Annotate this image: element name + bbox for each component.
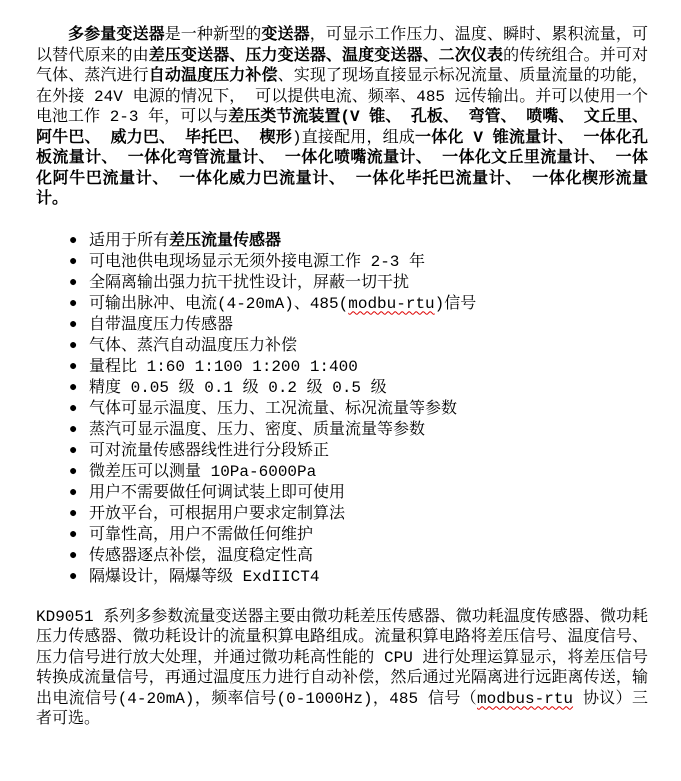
- outro-paragraph: [36, 607, 648, 730]
- feature-item: [69, 357, 648, 378]
- feature-text: 蒸汽可显示温度、压力、密度、质量流量等参数: [89, 420, 426, 439]
- feature-text: 适用于所有差压流量传感器: [89, 231, 282, 250]
- bullet-icon: ●: [69, 568, 78, 585]
- feature-item: [69, 567, 648, 588]
- feature-text: 开放平台，可根据用户要求定制算法: [89, 504, 346, 523]
- bullet-icon: ●: [69, 337, 78, 354]
- bullet-icon: ●: [69, 253, 78, 270]
- bullet-icon: ●: [69, 547, 78, 564]
- feature-item: [69, 504, 648, 525]
- text-run: 变送器: [261, 26, 310, 44]
- feature-item: [69, 462, 648, 483]
- feature-item: [69, 420, 648, 441]
- feature-text: 全隔离输出强力抗干扰性设计，屏蔽一切干扰: [89, 273, 410, 292]
- bullet-icon: ●: [69, 379, 78, 396]
- bullet-icon: ●: [69, 358, 78, 375]
- bullet-icon: ●: [69, 442, 78, 459]
- feature-item: [69, 525, 648, 546]
- bullet-icon: ●: [69, 295, 78, 312]
- bullet-icon: ●: [69, 421, 78, 438]
- text-run: ，可显示工作压力、温度、瞬时、累积流量，可以替代原来的由: [36, 26, 648, 65]
- feature-item: [69, 273, 648, 294]
- text-run: 是一种新型的: [164, 26, 262, 44]
- feature-item: [69, 546, 648, 567]
- intro-paragraph: [36, 25, 648, 210]
- feature-text: 气体、蒸汽自动温度压力补偿: [89, 336, 298, 355]
- feature-item: [69, 378, 648, 399]
- feature-item: [69, 399, 648, 420]
- feature-item: [69, 252, 648, 273]
- feature-text: 精度 0.05 级 0.1 级 0.2 级 0.5 级: [89, 378, 387, 397]
- text-run: 差压变送器、压力变送器、温度变送器、二次仪表: [148, 46, 504, 65]
- feature-text: 可对流量传感器线性进行分段矫正: [89, 441, 330, 460]
- bullet-icon: ●: [69, 526, 78, 543]
- feature-text: 微差压可以测量 10Pa-6000Pa: [89, 462, 317, 481]
- bullet-icon: ●: [69, 484, 78, 501]
- bullet-icon: ●: [69, 463, 78, 480]
- feature-item: [69, 231, 648, 252]
- text-run: 的传统组合。并可对气体、蒸汽进行: [36, 46, 648, 85]
- feature-item: [69, 294, 648, 315]
- text-run: )直接配用，组成: [291, 128, 416, 147]
- text-run: 、实现了现场直接显示标况流量、质量流量的功能，在外接 24V 电源的情况下， 可以提供电流、频率、485 远传输出。并可以使用一个电池工作 2-3 年，可以与: [36, 67, 648, 126]
- text-run: 一体化 V 锥流量计、 一体化孔板流量计、 一体化弯管流量计、 一体化喷嘴流量计、 一体化文丘里流量计、 一体化阿牛巴流量计、 一体化威力巴流量计、 一体化毕托巴流量计、 一体化楔形流量计。: [36, 128, 648, 208]
- feature-item: [69, 336, 648, 357]
- feature-text: 自带温度压力传感器: [89, 315, 234, 334]
- feature-text: 可输出脉冲、电流(4-20mA)、485(modbu-rtu)信号: [89, 294, 477, 313]
- feature-text: 传感器逐点补偿，温度稳定性高: [89, 546, 314, 565]
- feature-text: 可电池供电现场显示无须外接电源工作 2-3 年: [89, 252, 426, 271]
- feature-item: [69, 315, 648, 336]
- bullet-icon: ●: [69, 400, 78, 417]
- text-run: 差压类节流装置(V 锥、 孔板、 弯管、 喷嘴、 文丘里、 阿牛巴、 威力巴、 毕托巴、 楔形: [36, 108, 648, 147]
- feature-text: 量程比 1:60 1:100 1:200 1:400: [89, 357, 358, 376]
- feature-item: [69, 441, 648, 462]
- feature-text: 用户不需要做任何调试装上即可使用: [89, 483, 346, 502]
- misspelled-word: modbus-rtu: [477, 689, 574, 708]
- feature-list: [36, 231, 648, 588]
- bullet-icon: ●: [69, 505, 78, 522]
- bullet-icon: ●: [69, 274, 78, 291]
- feature-text: 隔爆设计，隔爆等级 ExdIICT4: [89, 567, 320, 586]
- text-run: 多参量变送器: [68, 26, 165, 44]
- bullet-icon: ●: [69, 232, 78, 249]
- text-run: KD9051 系列多参数流量变送器主要由微功耗差压传感器、微功耗温度传感器、微功耗压力传感器、微功耗设计的流量积算电路组成。流量积算电路将差压信号、温度信号、压力信号进行放大处理，并通过微功耗高性能的 CPU 进行处理运算显示，将差压信号转换成流量信号，再通过温度压力进行自动补偿，然后通过光隔离进行远距离传送，输出电流信号(4-20mA)，频率信号(0-1000Hz)，485 信号（: [36, 607, 648, 708]
- bullet-icon: ●: [69, 316, 78, 333]
- feature-item: [69, 483, 648, 504]
- text-run: 协议）三者可选。: [36, 689, 648, 728]
- feature-text: 可靠性高，用户不需做任何维护: [89, 525, 314, 544]
- text-run: 自动温度压力补偿: [148, 67, 278, 85]
- feature-text: 气体可显示温度、压力、工况流量、标况流量等参数: [89, 399, 458, 418]
